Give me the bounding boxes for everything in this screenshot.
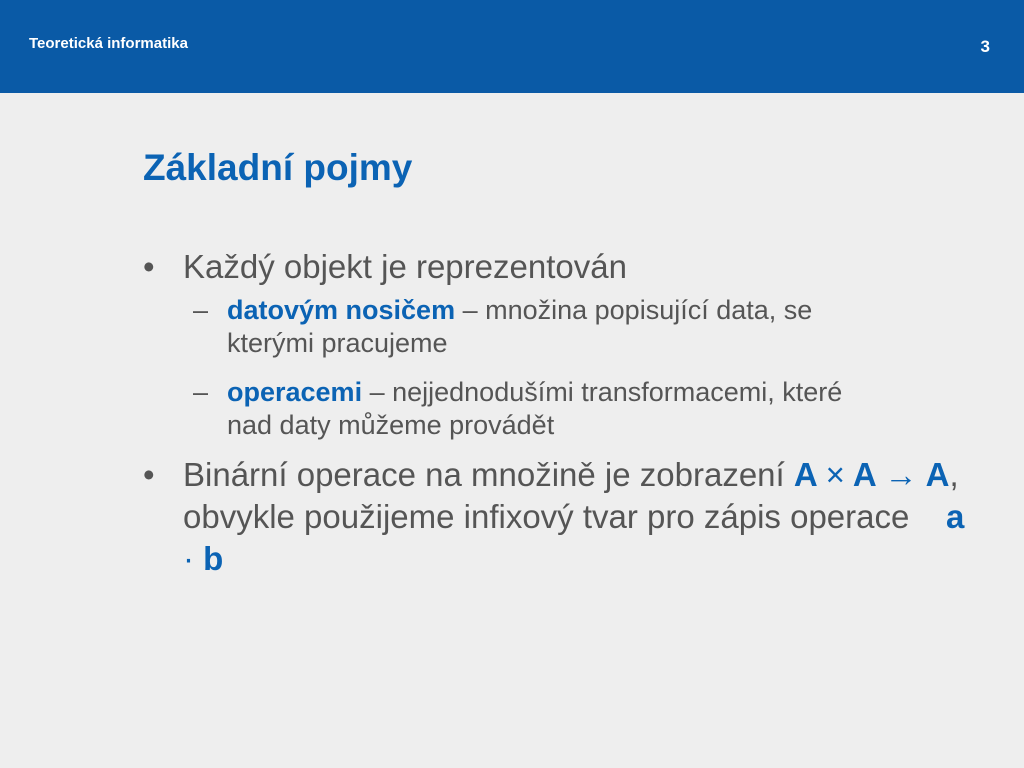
formula-a: a: [946, 498, 965, 535]
sub-bullet-text: – množina popisující data, se kterými pracujeme: [227, 295, 813, 358]
page-number: 3: [980, 37, 990, 56]
times-symbol: ×: [825, 456, 845, 493]
dash-marker: –: [193, 377, 209, 407]
bullet-item: [143, 246, 983, 442]
formula-a3: A: [925, 456, 950, 493]
bullet-list: [143, 246, 983, 580]
bullet-text-before: Binární operace na množině je zobrazení: [183, 456, 794, 493]
sub-bullet-text: – nejjednodušími transformacemi, které nad daty můžeme provádět: [227, 377, 843, 440]
bullet-marker: •: [143, 248, 155, 285]
formula-b: b: [203, 540, 224, 577]
bullet-text-after: , obvykle použijeme infixový tvar pro zápis operace: [183, 456, 959, 535]
course-title: Teoretická informatika: [29, 35, 188, 52]
formula-a2: A: [852, 456, 876, 493]
sub-bullet-item: [193, 294, 887, 360]
bullet-item: [143, 454, 983, 580]
dash-marker: –: [193, 295, 209, 325]
bullet-text: Každý objekt je reprezentován: [183, 248, 627, 285]
formula-a1: A: [793, 456, 817, 493]
sub-bullet-item: [193, 376, 887, 442]
term-datovy-nosic: datovým nosičem: [227, 295, 456, 325]
dot-symbol: ·: [183, 540, 194, 577]
slide-title: Základní pojmy: [143, 147, 413, 188]
arrow-symbol: →: [884, 456, 918, 493]
bullet-marker: •: [143, 456, 155, 493]
sub-list: [193, 294, 983, 442]
header-bar: [0, 0, 1024, 93]
formula-mapping: [794, 456, 950, 493]
term-operace: operacemi: [227, 377, 363, 407]
